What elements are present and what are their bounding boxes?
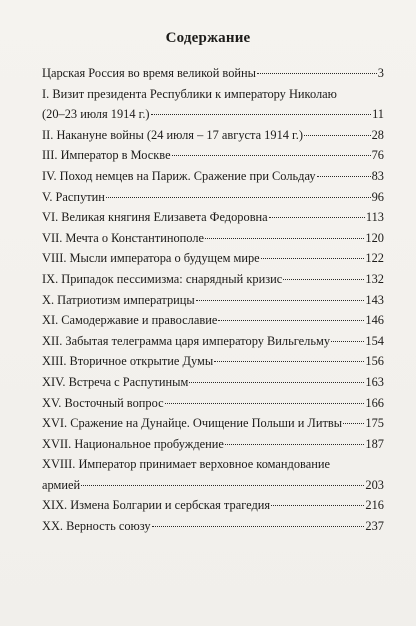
toc-entry-page-number: 83	[371, 168, 384, 183]
toc-entry	[42, 187, 384, 208]
toc-entry	[42, 166, 384, 187]
toc-entry-page-number: 187	[365, 436, 384, 451]
dot-leader	[225, 444, 364, 445]
toc-entry	[42, 269, 384, 290]
toc-entry-title: VIII. Мысли императора о будущем мире	[42, 251, 260, 266]
toc-entry	[42, 125, 384, 146]
toc-entry-page-number: 237	[365, 519, 384, 534]
toc-entry-row	[42, 393, 384, 414]
dot-leader	[218, 320, 364, 321]
toc-entry-page-number: 154	[365, 333, 384, 348]
toc-entry-title: III. Император в Москве	[42, 148, 171, 163]
toc-entry-title: IV. Поход немцев на Париж. Сражение при Сольдау	[42, 168, 316, 183]
dot-leader	[214, 361, 364, 362]
toc-entry-row	[42, 310, 384, 331]
toc-entry	[42, 413, 384, 434]
dot-leader	[152, 526, 365, 527]
toc-entry	[42, 207, 384, 228]
toc-entry-row	[42, 207, 384, 228]
dot-leader	[165, 403, 365, 404]
toc-entry-page-number: 175	[365, 416, 384, 431]
dot-leader	[283, 279, 364, 280]
dot-leader	[205, 238, 364, 239]
toc-entry-page-number: 166	[365, 395, 384, 410]
toc-entry	[42, 290, 384, 311]
toc-entry-title: V. Распутин	[42, 189, 105, 204]
toc-entry	[42, 434, 384, 455]
toc-entry	[42, 248, 384, 269]
toc-entry	[42, 63, 384, 84]
toc-entry-row	[42, 495, 384, 516]
dot-leader	[317, 176, 371, 177]
dot-leader	[271, 505, 364, 506]
toc-entry-row	[42, 269, 384, 290]
toc-entry-page-number: 96	[371, 189, 384, 204]
toc-entry-page-number: 156	[365, 354, 384, 369]
dot-leader	[81, 485, 364, 486]
toc-entry-title: II. Накануне войны (24 июля – 17 августа 1914 г.)	[42, 127, 303, 142]
toc-entry-row	[42, 413, 384, 434]
toc-entry-title: XX. Верность союзу	[42, 519, 151, 534]
toc-entry-page-number: 3	[377, 66, 384, 80]
toc-entry-title: XV. Восточный вопрос	[42, 395, 164, 410]
toc-entry-row	[42, 145, 384, 166]
toc-entry-page-number: 143	[365, 292, 384, 307]
dot-leader	[269, 217, 365, 218]
toc-entry	[42, 228, 384, 249]
toc-entry	[42, 393, 384, 414]
dot-leader	[172, 155, 371, 156]
toc-entry-title: (20–23 июля 1914 г.)	[42, 107, 150, 122]
toc-entry	[42, 351, 384, 372]
toc-entry-title-line: XVIII. Император принимает верховное командование	[42, 457, 330, 472]
page-title: Содержание	[165, 30, 251, 46]
toc-entry-row	[42, 475, 384, 496]
toc-entry-title: XIV. Встреча с Распутиным	[42, 374, 189, 389]
dot-leader	[106, 197, 371, 198]
toc-entry	[42, 516, 384, 537]
toc-entry-row	[42, 228, 384, 249]
toc-entry-title: X. Патриотизм императрицы	[42, 292, 195, 307]
toc-entry-title: IX. Припадок пессимизма: снарядный кризис	[42, 271, 283, 286]
toc-entry	[42, 84, 384, 125]
toc-entry	[42, 310, 384, 331]
toc-entry	[42, 495, 384, 516]
toc-entry-page-number: 122	[365, 251, 384, 266]
toc-entry-page-number: 146	[365, 313, 384, 328]
toc-entry-title: VII. Мечта о Константинополе	[42, 230, 205, 245]
toc-entry-title: XVII. Национальное пробуждение	[42, 436, 224, 451]
toc-entry-title: XIX. Измена Болгарии и сербская трагедия	[42, 498, 271, 513]
toc-entry-title: Царская Россия во время великой войны	[42, 66, 256, 80]
toc-entry-title: XVI. Сражение на Дунайце. Очищение Польши и Литвы	[42, 416, 343, 431]
toc-entry-row	[42, 187, 384, 208]
toc-entry-page-number: 203	[365, 477, 384, 492]
toc-entry-page-number: 216	[365, 498, 384, 513]
toc-entry-page-number: 163	[365, 374, 384, 389]
toc-entry-row	[42, 516, 384, 537]
toc-entry-page-number: 120	[365, 230, 384, 245]
table-of-contents	[42, 63, 384, 537]
dot-leader	[189, 382, 364, 383]
toc-entry-row	[42, 166, 384, 187]
toc-entry-title: XII. Забытая телеграмма царя императору Вильгельму	[42, 333, 331, 348]
toc-entry-page-number: 132	[365, 271, 384, 286]
toc-entry	[42, 454, 384, 495]
toc-entry-page-number: 28	[371, 127, 384, 142]
toc-entry-row	[42, 331, 384, 352]
toc-entry-row	[42, 125, 384, 146]
toc-entry-page-number: 76	[371, 148, 384, 163]
toc-entry	[42, 372, 384, 393]
toc-entry-title: армией	[42, 477, 81, 492]
dot-leader	[261, 258, 365, 259]
toc-entry-row	[42, 104, 384, 125]
toc-entry-row	[42, 290, 384, 311]
toc-entry-page-number: 113	[365, 210, 384, 225]
dot-leader	[331, 341, 364, 342]
toc-entry-title-line: I. Визит президента Республики к императору Николаю	[42, 86, 337, 101]
toc-entry-row	[42, 372, 384, 393]
toc-entry	[42, 145, 384, 166]
toc-entry-row	[42, 351, 384, 372]
dot-leader	[304, 135, 371, 136]
toc-entry-row	[42, 248, 384, 269]
dot-leader	[151, 114, 372, 115]
dot-leader	[196, 300, 365, 301]
toc-entry-title: XIII. Вторичное открытие Думы	[42, 354, 214, 369]
toc-entry-row	[42, 434, 384, 455]
dot-leader	[257, 73, 377, 74]
toc-entry	[42, 331, 384, 352]
toc-entry-row	[42, 63, 384, 84]
dot-leader	[343, 423, 364, 424]
toc-entry-page-number: 11	[372, 107, 384, 122]
toc-entry-title: XI. Самодержавие и православие	[42, 313, 218, 328]
toc-entry-title: VI. Великая княгиня Елизавета Федоровна	[42, 210, 268, 225]
